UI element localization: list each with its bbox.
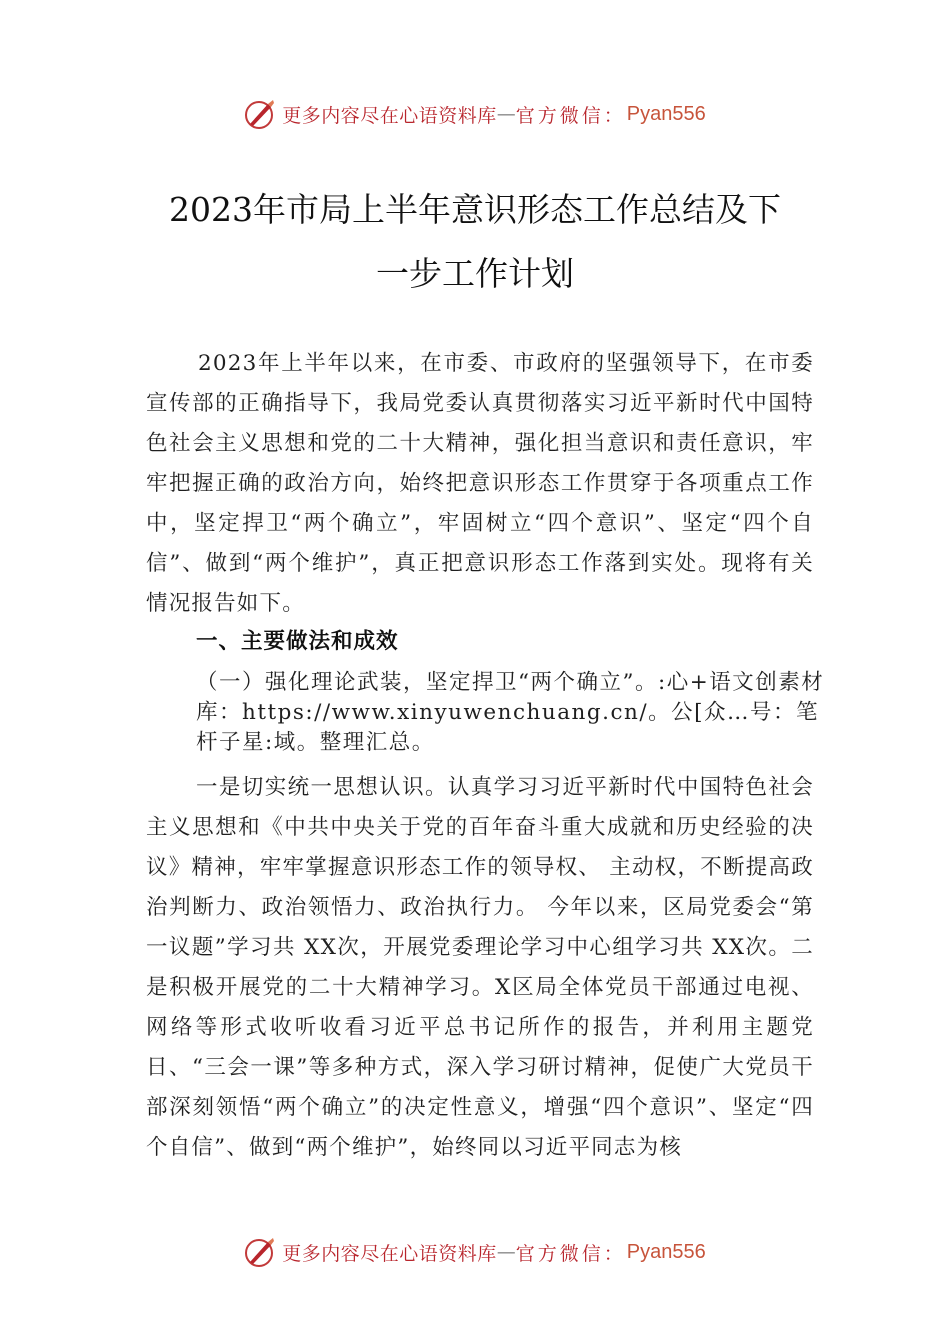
banner-colon: ： — [603, 1242, 623, 1265]
document-title — [120, 178, 830, 306]
section-heading: 一、主要做法和成效 — [196, 629, 399, 654]
title-line-1: 2023年市局上半年意识形态工作总结及下 — [169, 190, 781, 229]
banner-brand-text: 更多内容尽在心语资料库 — [282, 104, 497, 127]
banner-wechat-label: 官方微信 — [515, 1242, 604, 1265]
header-watermark-banner — [0, 92, 950, 136]
subsection-heading: （一）强化理论武装，坚定捍卫“两个确立”。:心+语文创素材库：https://www.xinyuwenchuang.cn/。公[众…号：笔杆子星:域。整理汇总。 — [196, 670, 825, 755]
quill-pen-icon — [244, 98, 276, 130]
banner-wechat-handle: Pyan556 — [626, 102, 706, 125]
footer-watermark-banner — [0, 1230, 950, 1274]
body-paragraph: 一是切实统一思想认识。认真学习习近平新时代中国特色社会主义思想和《中共中央关于党的百年奋斗重大成就和历史经验的决议》精神，牢牢掌握意识形态工作的领导权、 主动权，不断提高政治判断力、政治领悟力、政治执行力。 今年以来，区局党委会“第一议题”学习共 XX次，开展党委理论学习中心组学习共 XX次。二是积极开展党的二十大精神学习。X区局全体党员干部通过电视、网络等形式收听收看习近平总书记所作的报告，并利用主题党日、“三会一课”等多种方式，深入学习研讨精神，促使广大党员干部深刻领悟“两个确立”的决定性意义，增强“四个意识”、坚定“四个自信”、做到“两个维护”，始终同以习近平同志为核 — [146, 775, 814, 1160]
quill-pen-icon — [244, 1236, 276, 1268]
banner-separator: — — [496, 1241, 516, 1263]
banner-separator: — — [496, 103, 516, 125]
banner-wechat-handle: Pyan556 — [626, 1240, 706, 1263]
banner-brand-text: 更多内容尽在心语资料库 — [282, 1242, 497, 1265]
title-line-2: 一步工作计划 — [376, 254, 574, 293]
intro-paragraph: 2023年上半年以来，在市委、市政府的坚强领导下，在市委宣传部的正确指导下，我局党委认真贯彻落实习近平新时代中国特色社会主义思想和党的二十大精神，强化担当意识和责任意识，牢牢把握正确的政治方向，始终把意识形态工作贯穿于各项重点工作中，坚定捍卫“两个确立”，牢固树立“四个意识”、坚定“四个自信”、做到“两个维护”，真正把意识形态工作落到实处。现将有关情况报告如下。 — [146, 351, 814, 616]
banner-wechat-label: 官方微信 — [515, 104, 604, 127]
banner-colon: ： — [603, 104, 623, 127]
